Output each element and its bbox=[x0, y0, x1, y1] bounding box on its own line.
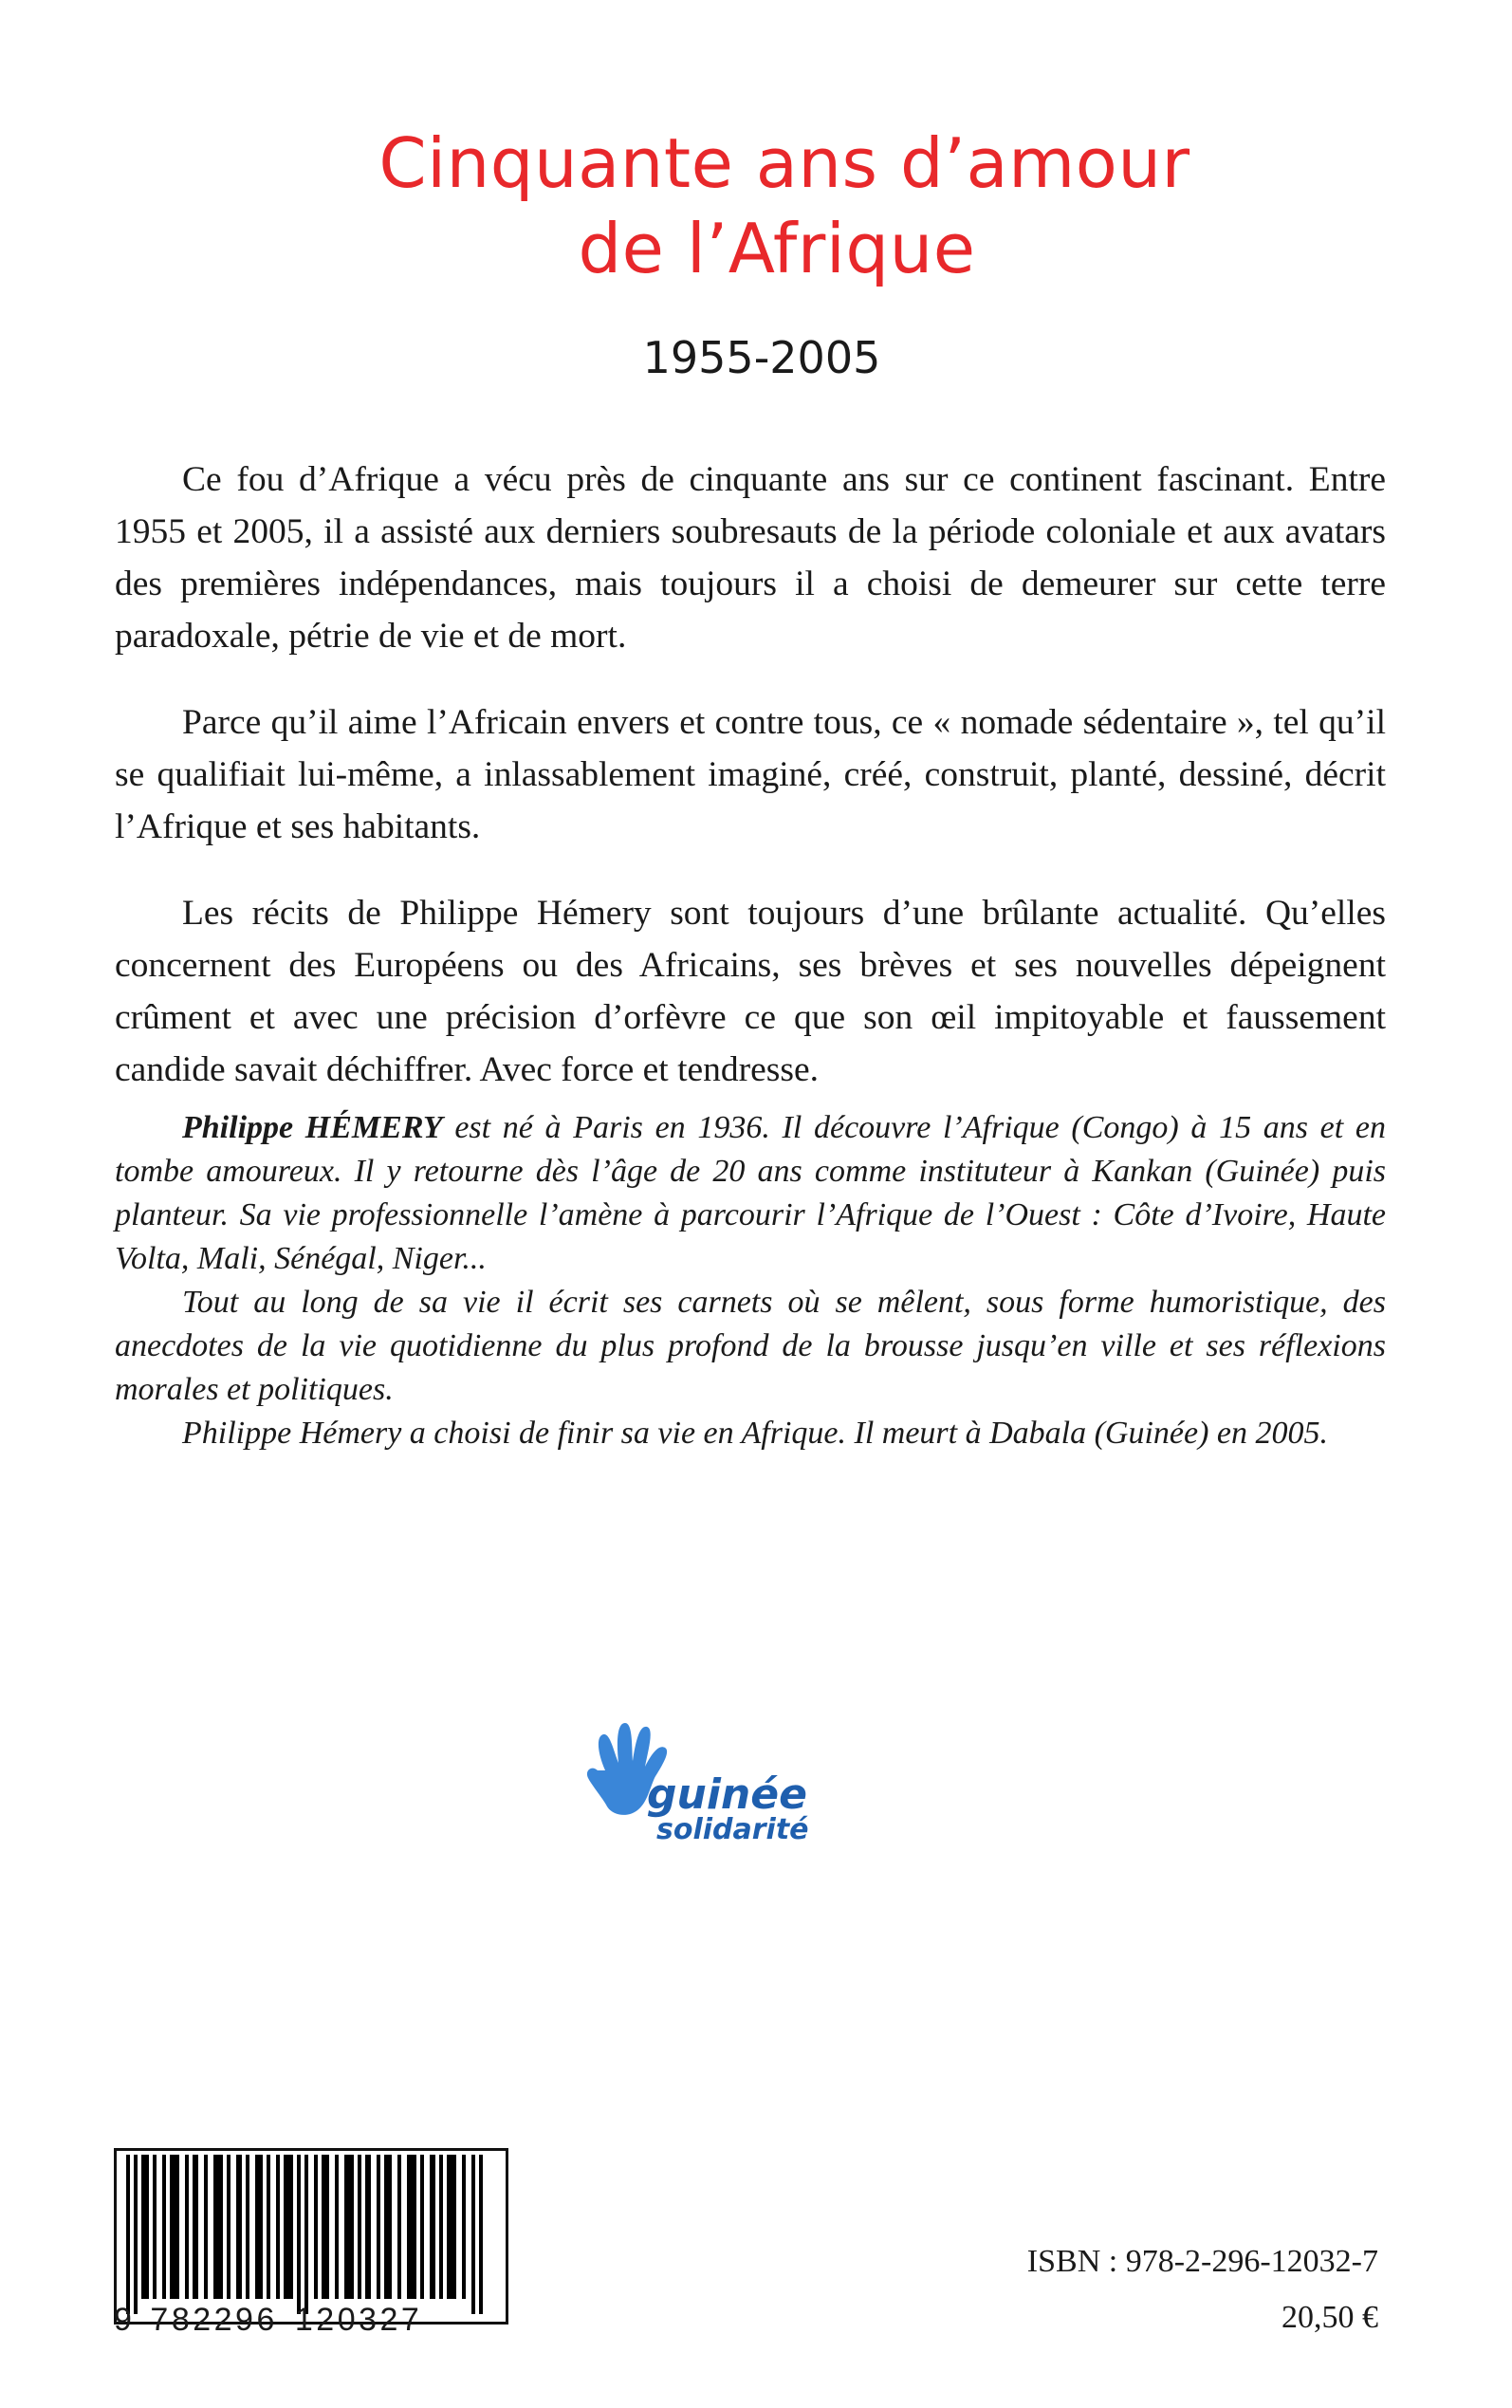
author-biography bbox=[115, 1106, 1386, 1455]
book-title-line-2: de l’Afrique bbox=[578, 209, 976, 288]
barcode-digits bbox=[114, 2302, 508, 2339]
years-subtitle: 1955-2005 bbox=[642, 332, 881, 383]
bio-paragraph-2: Tout au long de sa vie il écrit ses carnets où se mêlent, sous forme humoristique, des anecdotes de la vie quotidienne du plus profond de la brousse jusqu’en ville et ses réflexions morales et politiques. bbox=[115, 1285, 1386, 1407]
author-name: Philippe HÉMERY bbox=[182, 1110, 443, 1145]
logo-word-guinee: guinée bbox=[647, 1770, 807, 1819]
bio-paragraph-1-text: est né à Paris en 1936. Il découvre l’Afrique (Congo) à 15 ans et en tombe amoureux. Il y retourne dès l’âge de 20 ans comme instituteur à Kankan (Guinée) puis planteur. Sa vie professionnelle l’amène à parcourir l’Afrique de l’Ouest : Côte d’Ivoire, Haute Volta, Mali, Sénégal, Niger... bbox=[115, 1110, 1386, 1276]
barcode-group-1: 782296 bbox=[150, 2302, 278, 2338]
book-title-line-1: Cinquante ans d’amour bbox=[378, 123, 1190, 203]
price: 20,50 € bbox=[1282, 2300, 1378, 2335]
summary-paragraph-1: Ce fou d’Afrique a vécu près de cinquante ans sur ce continent fascinant. Entre 1955 et 2005, il a assisté aux derniers soubresauts de la période coloniale et aux avatars des premières indépendances, mais toujours il a choisi de demeurer sur cette terre paradoxale, pétrie de vie et de mort. bbox=[115, 460, 1386, 656]
logo-word-solidarite: solidarité bbox=[656, 1813, 809, 1846]
summary-paragraph-3: Les récits de Philippe Hémery sont toujours d’une brûlante actualité. Qu’elles concernent des Européens ou des Africains, ses brèves et ses nouvelles dépeignent crûment et avec une précision d’orfèvre ce que son œil impitoyable et faussement candide savait déchiffrer. Avec force et tendresse. bbox=[115, 894, 1386, 1089]
barcode-box bbox=[114, 2148, 508, 2325]
guinee-solidarite-logo bbox=[579, 1715, 854, 1848]
isbn-number: ISBN : 978-2-296-12032-7 bbox=[1026, 2244, 1378, 2279]
bio-paragraph-3: Philippe Hémery a choisi de finir sa vie en Afrique. Il meurt à Dabala (Guinée) en 2005. bbox=[182, 1416, 1329, 1451]
barcode-bars bbox=[117, 2151, 500, 2316]
barcode-group-2: 120327 bbox=[294, 2302, 423, 2338]
bio-paragraph-1 bbox=[115, 1106, 1386, 1281]
barcode-lead-digit: 9 bbox=[114, 2302, 136, 2338]
summary-paragraph-2: Parce qu’il aime l’Africain envers et contre tous, ce « nomade sédentaire », tel qu’il se qualifiait lui-même, a inlassablement imaginé, créé, construit, planté, dessiné, décrit l’Afrique et ses habitants. bbox=[115, 703, 1386, 846]
